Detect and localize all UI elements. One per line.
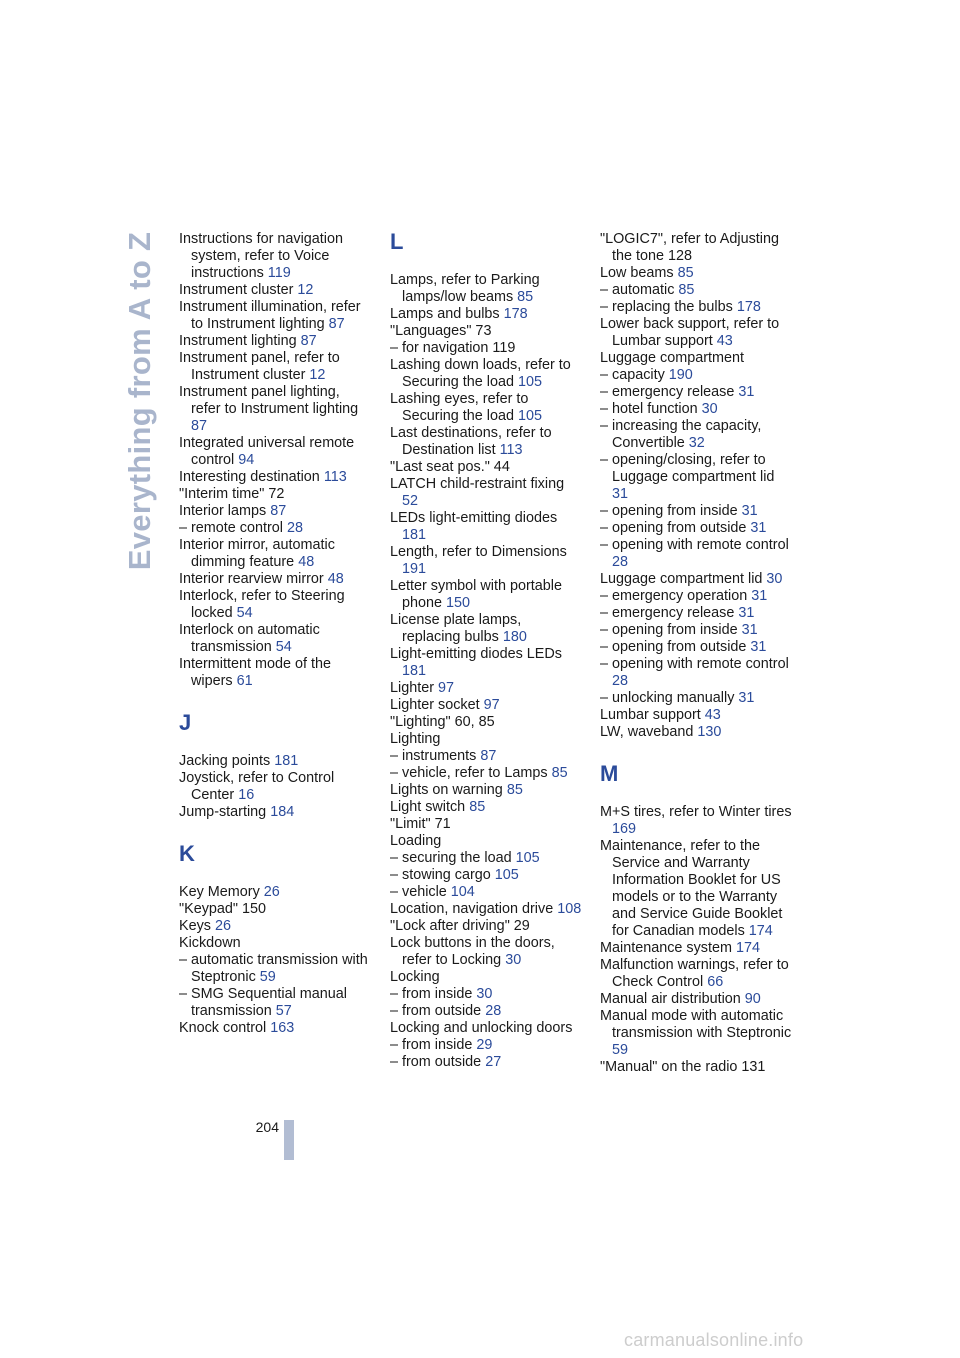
index-term: Joystick, refer to Control Center <box>179 770 335 803</box>
page-link[interactable]: 30 <box>505 952 522 968</box>
page-link[interactable]: 31 <box>738 605 755 621</box>
index-entry <box>390 646 582 680</box>
index-term: Lighter socket <box>390 697 480 713</box>
index-term: – opening/closing, refer to Luggage compartment lid <box>600 452 775 485</box>
index-entry <box>390 459 582 476</box>
page-link[interactable]: 169 <box>612 821 637 837</box>
index-entry <box>390 272 582 306</box>
page-link[interactable]: 31 <box>612 486 629 502</box>
index-term: Interlock, refer to Steering locked <box>179 588 345 621</box>
page-link[interactable]: 97 <box>438 680 455 696</box>
index-entry <box>390 765 582 782</box>
index-term: Maintenance system <box>600 940 732 956</box>
index-entry <box>179 503 371 520</box>
index-term: – opening from outside <box>600 639 747 655</box>
page-link[interactable]: 97 <box>483 697 500 713</box>
index-entry <box>179 656 371 690</box>
index-entry <box>179 935 371 952</box>
index-entry <box>600 838 792 940</box>
index-term: – increasing the capacity, Convertible <box>600 418 762 451</box>
page-link[interactable]: 43 <box>716 333 733 349</box>
index-term: Lighting <box>390 731 441 747</box>
page-link[interactable]: 174 <box>735 940 760 956</box>
index-entry <box>600 265 792 282</box>
page-link[interactable]: 90 <box>744 991 761 1007</box>
index-entry <box>179 435 371 469</box>
page-link[interactable]: 87 <box>191 418 208 434</box>
index-entry <box>390 612 582 646</box>
index-term: – instruments <box>390 748 477 764</box>
index-entry <box>390 833 582 850</box>
index-term: Luggage compartment <box>600 350 744 366</box>
index-term: – replacing the bulbs <box>600 299 733 315</box>
index-term: M+S tires, refer to Winter tires <box>600 804 792 820</box>
page-link[interactable]: 178 <box>736 299 761 315</box>
page-link[interactable]: 87 <box>480 748 497 764</box>
index-term: – opening from inside <box>600 622 738 638</box>
index-term: – securing the load <box>390 850 512 866</box>
index-entry <box>179 770 371 804</box>
index-entry <box>600 1008 792 1059</box>
index-term: – vehicle <box>390 884 447 900</box>
index-entry <box>600 690 792 707</box>
page-link[interactable]: 85 <box>517 289 534 305</box>
page-link[interactable]: 31 <box>750 639 767 655</box>
index-entry <box>390 306 582 323</box>
page-link[interactable]: 85 <box>469 799 486 815</box>
index-term: "Lighting" 60, 85 <box>390 714 495 730</box>
page-link[interactable]: 87 <box>300 333 317 349</box>
index-term: "Languages" 73 <box>390 323 492 339</box>
page-link[interactable]: 30 <box>766 571 783 587</box>
index-term: – SMG Sequential manual transmission <box>179 986 347 1019</box>
index-term: "Manual" on the radio 131 <box>600 1059 766 1075</box>
index-term: Instrument panel, refer to Instrument cluster <box>179 350 340 383</box>
page-link[interactable]: 30 <box>476 986 493 1002</box>
page-link[interactable]: 85 <box>678 282 695 298</box>
index-term: Lights on warning <box>390 782 503 798</box>
page-link[interactable]: 105 <box>518 374 543 390</box>
index-term: Kickdown <box>179 935 241 951</box>
index-term: Lower back support, refer to Lumbar support <box>600 316 780 349</box>
index-term: – emergency operation <box>600 588 748 604</box>
index-term: LW, waveband <box>600 724 694 740</box>
index-entry <box>390 867 582 884</box>
index-entry <box>390 969 582 986</box>
page-link[interactable]: 31 <box>741 622 758 638</box>
index-term: – remote control <box>179 520 283 536</box>
index-entry <box>390 357 582 391</box>
index-entry <box>179 333 371 350</box>
index-entry <box>390 425 582 459</box>
page-link[interactable]: 54 <box>236 605 253 621</box>
index-term: Keys <box>179 918 211 934</box>
index-term: Instrument cluster <box>179 282 294 298</box>
page-marker-bar <box>284 1120 294 1160</box>
index-entry <box>600 605 792 622</box>
page-link[interactable]: 26 <box>215 918 232 934</box>
section-letter: J <box>179 710 192 735</box>
page-link[interactable]: 31 <box>750 520 767 536</box>
index-term: Integrated universal remote control <box>179 435 355 468</box>
index-entry <box>600 299 792 316</box>
index-term: Letter symbol with portable phone <box>390 578 562 611</box>
index-entry <box>390 1037 582 1054</box>
section-letter: L <box>390 229 404 254</box>
page-link[interactable]: 59 <box>612 1042 629 1058</box>
index-entry <box>179 622 371 656</box>
page-link[interactable]: 31 <box>751 588 768 604</box>
index-term: – opening from outside <box>600 520 747 536</box>
index-term: Light-emitting diodes LEDs <box>390 646 562 662</box>
index-entry <box>600 520 792 537</box>
page-link[interactable]: 12 <box>297 282 314 298</box>
index-entry <box>600 401 792 418</box>
page-link[interactable]: 52 <box>402 493 419 509</box>
index-column-2 <box>390 231 582 1071</box>
index-column-1 <box>179 231 371 1037</box>
page-link[interactable]: 31 <box>738 384 755 400</box>
page-link[interactable]: 85 <box>551 765 568 781</box>
index-entry <box>179 753 371 770</box>
index-term: Instrument panel lighting, refer to Instrument lighting <box>179 384 359 417</box>
page-number: 204 <box>255 1119 279 1135</box>
index-term: License plate lamps, replacing bulbs <box>390 612 522 645</box>
page-link[interactable]: 28 <box>612 673 629 689</box>
index-term: – opening from inside <box>600 503 738 519</box>
page-link[interactable]: 119 <box>267 265 291 281</box>
index-term: "LOGIC7", refer to Adjusting the tone 128 <box>600 231 779 264</box>
index-entry <box>179 469 371 486</box>
index-entry <box>600 804 792 838</box>
index-term: "Lock after driving" 29 <box>390 918 530 934</box>
index-term: – from inside <box>390 986 473 1002</box>
page-link[interactable]: 27 <box>485 1054 502 1070</box>
page-link[interactable]: 105 <box>515 850 540 866</box>
index-entry <box>390 476 582 510</box>
index-term: Lighter <box>390 680 435 696</box>
index-entry <box>390 1020 582 1037</box>
index-term: Interior rearview mirror <box>179 571 324 587</box>
page-link[interactable]: 190 <box>668 367 693 383</box>
index-entry <box>179 520 371 537</box>
index-entry <box>390 510 582 544</box>
index-term: – emergency release <box>600 605 735 621</box>
page-link[interactable]: 43 <box>704 707 721 723</box>
index-entry <box>600 350 792 367</box>
index-entry <box>600 418 792 452</box>
index-term: – opening with remote control <box>600 656 789 672</box>
index-entry <box>600 316 792 350</box>
index-entry <box>390 323 582 340</box>
page-link[interactable]: 105 <box>518 408 543 424</box>
page-link[interactable]: 28 <box>612 554 629 570</box>
page-link[interactable]: 105 <box>494 867 519 883</box>
index-term: Length, refer to Dimensions <box>390 544 567 560</box>
index-term: Key Memory <box>179 884 260 900</box>
index-term: – from outside <box>390 1054 482 1070</box>
index-entry <box>390 1054 582 1071</box>
side-title-text: Everything from A to Z <box>122 231 157 570</box>
watermark: carmanualsonline.info <box>624 1330 804 1350</box>
page-link[interactable]: 29 <box>476 1037 493 1053</box>
index-entry <box>390 578 582 612</box>
index-entry <box>600 940 792 957</box>
index-term: Lumbar support <box>600 707 701 723</box>
index-entry <box>600 503 792 520</box>
index-term: Luggage compartment lid <box>600 571 763 587</box>
index-term: Malfunction warnings, refer to Check Control <box>600 957 789 990</box>
index-term: Jump-starting <box>179 804 267 820</box>
page-link[interactable]: 181 <box>402 527 427 543</box>
page-link[interactable]: 31 <box>738 690 755 706</box>
index-term: Instructions for navigation system, refer to Voice instructions <box>179 231 343 281</box>
index-entry <box>390 935 582 969</box>
index-entry <box>600 282 792 299</box>
index-entry <box>600 367 792 384</box>
page-link[interactable]: 113 <box>323 469 347 485</box>
index-term: LATCH child-restraint fixing <box>390 476 565 492</box>
index-term: – for navigation 119 <box>390 340 516 356</box>
index-entry <box>600 571 792 588</box>
index-entry <box>179 952 371 986</box>
page-link[interactable]: 48 <box>327 571 344 587</box>
page-link[interactable]: 150 <box>446 595 471 611</box>
index-term: Manual air distribution <box>600 991 741 1007</box>
index-entry <box>390 391 582 425</box>
index-entry <box>390 850 582 867</box>
page-link[interactable]: 180 <box>502 629 527 645</box>
page-link[interactable]: 32 <box>688 435 705 451</box>
section-letter: K <box>179 841 195 866</box>
index-term: – stowing cargo <box>390 867 491 883</box>
page-link[interactable]: 85 <box>506 782 523 798</box>
index-entry <box>600 452 792 503</box>
index-term: Lashing down loads, refer to Securing the load <box>390 357 571 390</box>
page-link[interactable]: 12 <box>309 367 326 383</box>
index-term: Locking and unlocking doors <box>390 1020 573 1036</box>
index-entry <box>600 537 792 571</box>
index-entry <box>179 918 371 935</box>
index-entry <box>179 486 371 503</box>
index-term: – from inside <box>390 1037 473 1053</box>
index-entry <box>179 282 371 299</box>
index-term: – opening with remote control <box>600 537 789 553</box>
index-entry <box>390 816 582 833</box>
index-term: Interior mirror, automatic dimming feature <box>179 537 335 570</box>
index-term: Location, navigation drive <box>390 901 554 917</box>
index-term: – automatic <box>600 282 675 298</box>
index-entry <box>600 724 792 741</box>
page-link[interactable]: 108 <box>557 901 582 917</box>
index-entry <box>390 697 582 714</box>
index-entry <box>179 571 371 588</box>
page-link[interactable]: 61 <box>236 673 253 689</box>
index-entry <box>390 918 582 935</box>
index-entry <box>390 544 582 578</box>
index-entry <box>179 804 371 821</box>
index-term: Lamps and bulbs <box>390 306 500 322</box>
side-title <box>117 228 163 573</box>
index-term: "Last seat pos." 44 <box>390 459 510 475</box>
index-term: Instrument lighting <box>179 333 297 349</box>
index-entry <box>390 340 582 357</box>
page-link[interactable]: 191 <box>402 561 427 577</box>
index-entry <box>179 1020 371 1037</box>
page-link[interactable]: 104 <box>450 884 475 900</box>
index-entry <box>600 639 792 656</box>
index-entry <box>600 622 792 639</box>
index-entry <box>390 714 582 731</box>
page-link[interactable]: 94 <box>238 452 255 468</box>
index-entry <box>179 901 371 918</box>
index-entry <box>600 957 792 991</box>
index-entry <box>179 986 371 1020</box>
index-column-3 <box>600 231 792 1076</box>
index-entry <box>390 731 582 748</box>
page-link[interactable]: 48 <box>298 554 315 570</box>
index-term: – capacity <box>600 367 665 383</box>
index-entry <box>600 588 792 605</box>
page-link[interactable]: 66 <box>707 974 724 990</box>
page-link[interactable]: 174 <box>748 923 773 939</box>
index-term: Lamps, refer to Parking lamps/low beams <box>390 272 540 305</box>
index-entry <box>390 799 582 816</box>
index-entry <box>600 384 792 401</box>
page-link[interactable]: 87 <box>328 316 345 332</box>
index-term: Light switch <box>390 799 466 815</box>
page-link[interactable]: 30 <box>701 401 718 417</box>
index-term: Locking <box>390 969 440 985</box>
index-entry <box>179 588 371 622</box>
index-term: Lashing eyes, refer to Securing the load <box>390 391 529 424</box>
index-term: – automatic transmission with Steptronic <box>179 952 368 985</box>
index-entry <box>600 991 792 1008</box>
index-term: Knock control <box>179 1020 267 1036</box>
index-term: Maintenance, refer to the Service and Warranty Information Booklet for US models or to the Warranty and Service Guide Booklet for Canadian models <box>600 838 783 939</box>
page-link[interactable]: 54 <box>275 639 292 655</box>
page-link[interactable]: 57 <box>275 1003 292 1019</box>
index-entry <box>179 384 371 435</box>
index-term: – vehicle, refer to Lamps <box>390 765 548 781</box>
index-term: "Limit" 71 <box>390 816 451 832</box>
index-term: Intermittent mode of the wipers <box>179 656 331 689</box>
section-letter: M <box>600 761 619 786</box>
index-entry <box>179 231 371 282</box>
page-link[interactable]: 31 <box>741 503 758 519</box>
page-link[interactable]: 28 <box>286 520 303 536</box>
page-link[interactable]: 163 <box>270 1020 295 1036</box>
index-entry <box>390 986 582 1003</box>
index-entry <box>179 884 371 901</box>
index-entry <box>390 884 582 901</box>
index-term: Jacking points <box>179 753 271 769</box>
page-link[interactable]: 178 <box>503 306 528 322</box>
page-link[interactable]: 26 <box>263 884 280 900</box>
index-entry <box>179 299 371 333</box>
index-entry <box>390 782 582 799</box>
index-term: Instrument illumination, refer to Instrument lighting <box>179 299 361 332</box>
page-link[interactable]: 181 <box>274 753 299 769</box>
page-link[interactable]: 16 <box>238 787 255 803</box>
index-entry <box>390 680 582 697</box>
index-entry <box>600 231 792 265</box>
index-term: "Keypad" 150 <box>179 901 267 917</box>
page-link[interactable]: 59 <box>259 969 276 985</box>
page-link[interactable]: 113 <box>499 442 523 458</box>
index-term: Interior lamps <box>179 503 267 519</box>
index-term: – from outside <box>390 1003 482 1019</box>
page-link[interactable]: 87 <box>270 503 287 519</box>
index-term: Manual mode with automatic transmission with Steptronic <box>600 1008 792 1041</box>
index-term: LEDs light-emitting diodes <box>390 510 558 526</box>
index-entry <box>390 1003 582 1020</box>
index-term: Last destinations, refer to Destination list <box>390 425 552 458</box>
page-link[interactable]: 85 <box>677 265 694 281</box>
index-term: Loading <box>390 833 442 849</box>
index-term: – hotel function <box>600 401 698 417</box>
index-entry <box>600 707 792 724</box>
page-link[interactable]: 130 <box>697 724 722 740</box>
page-link[interactable]: 28 <box>485 1003 502 1019</box>
index-entry <box>390 901 582 918</box>
index-term: – emergency release <box>600 384 735 400</box>
index-entry <box>600 1059 792 1076</box>
index-entry <box>179 350 371 384</box>
index-term: Interlock on automatic transmission <box>179 622 320 655</box>
index-entry <box>600 656 792 690</box>
page-link[interactable]: 181 <box>402 663 427 679</box>
index-term: "Interim time" 72 <box>179 486 285 502</box>
index-term: – unlocking manually <box>600 690 735 706</box>
index-term: Lock buttons in the doors, refer to Locking <box>390 935 555 968</box>
index-entry <box>390 748 582 765</box>
index-term: Interesting destination <box>179 469 320 485</box>
index-entry <box>179 537 371 571</box>
index-term: Low beams <box>600 265 674 281</box>
page-link[interactable]: 184 <box>270 804 295 820</box>
